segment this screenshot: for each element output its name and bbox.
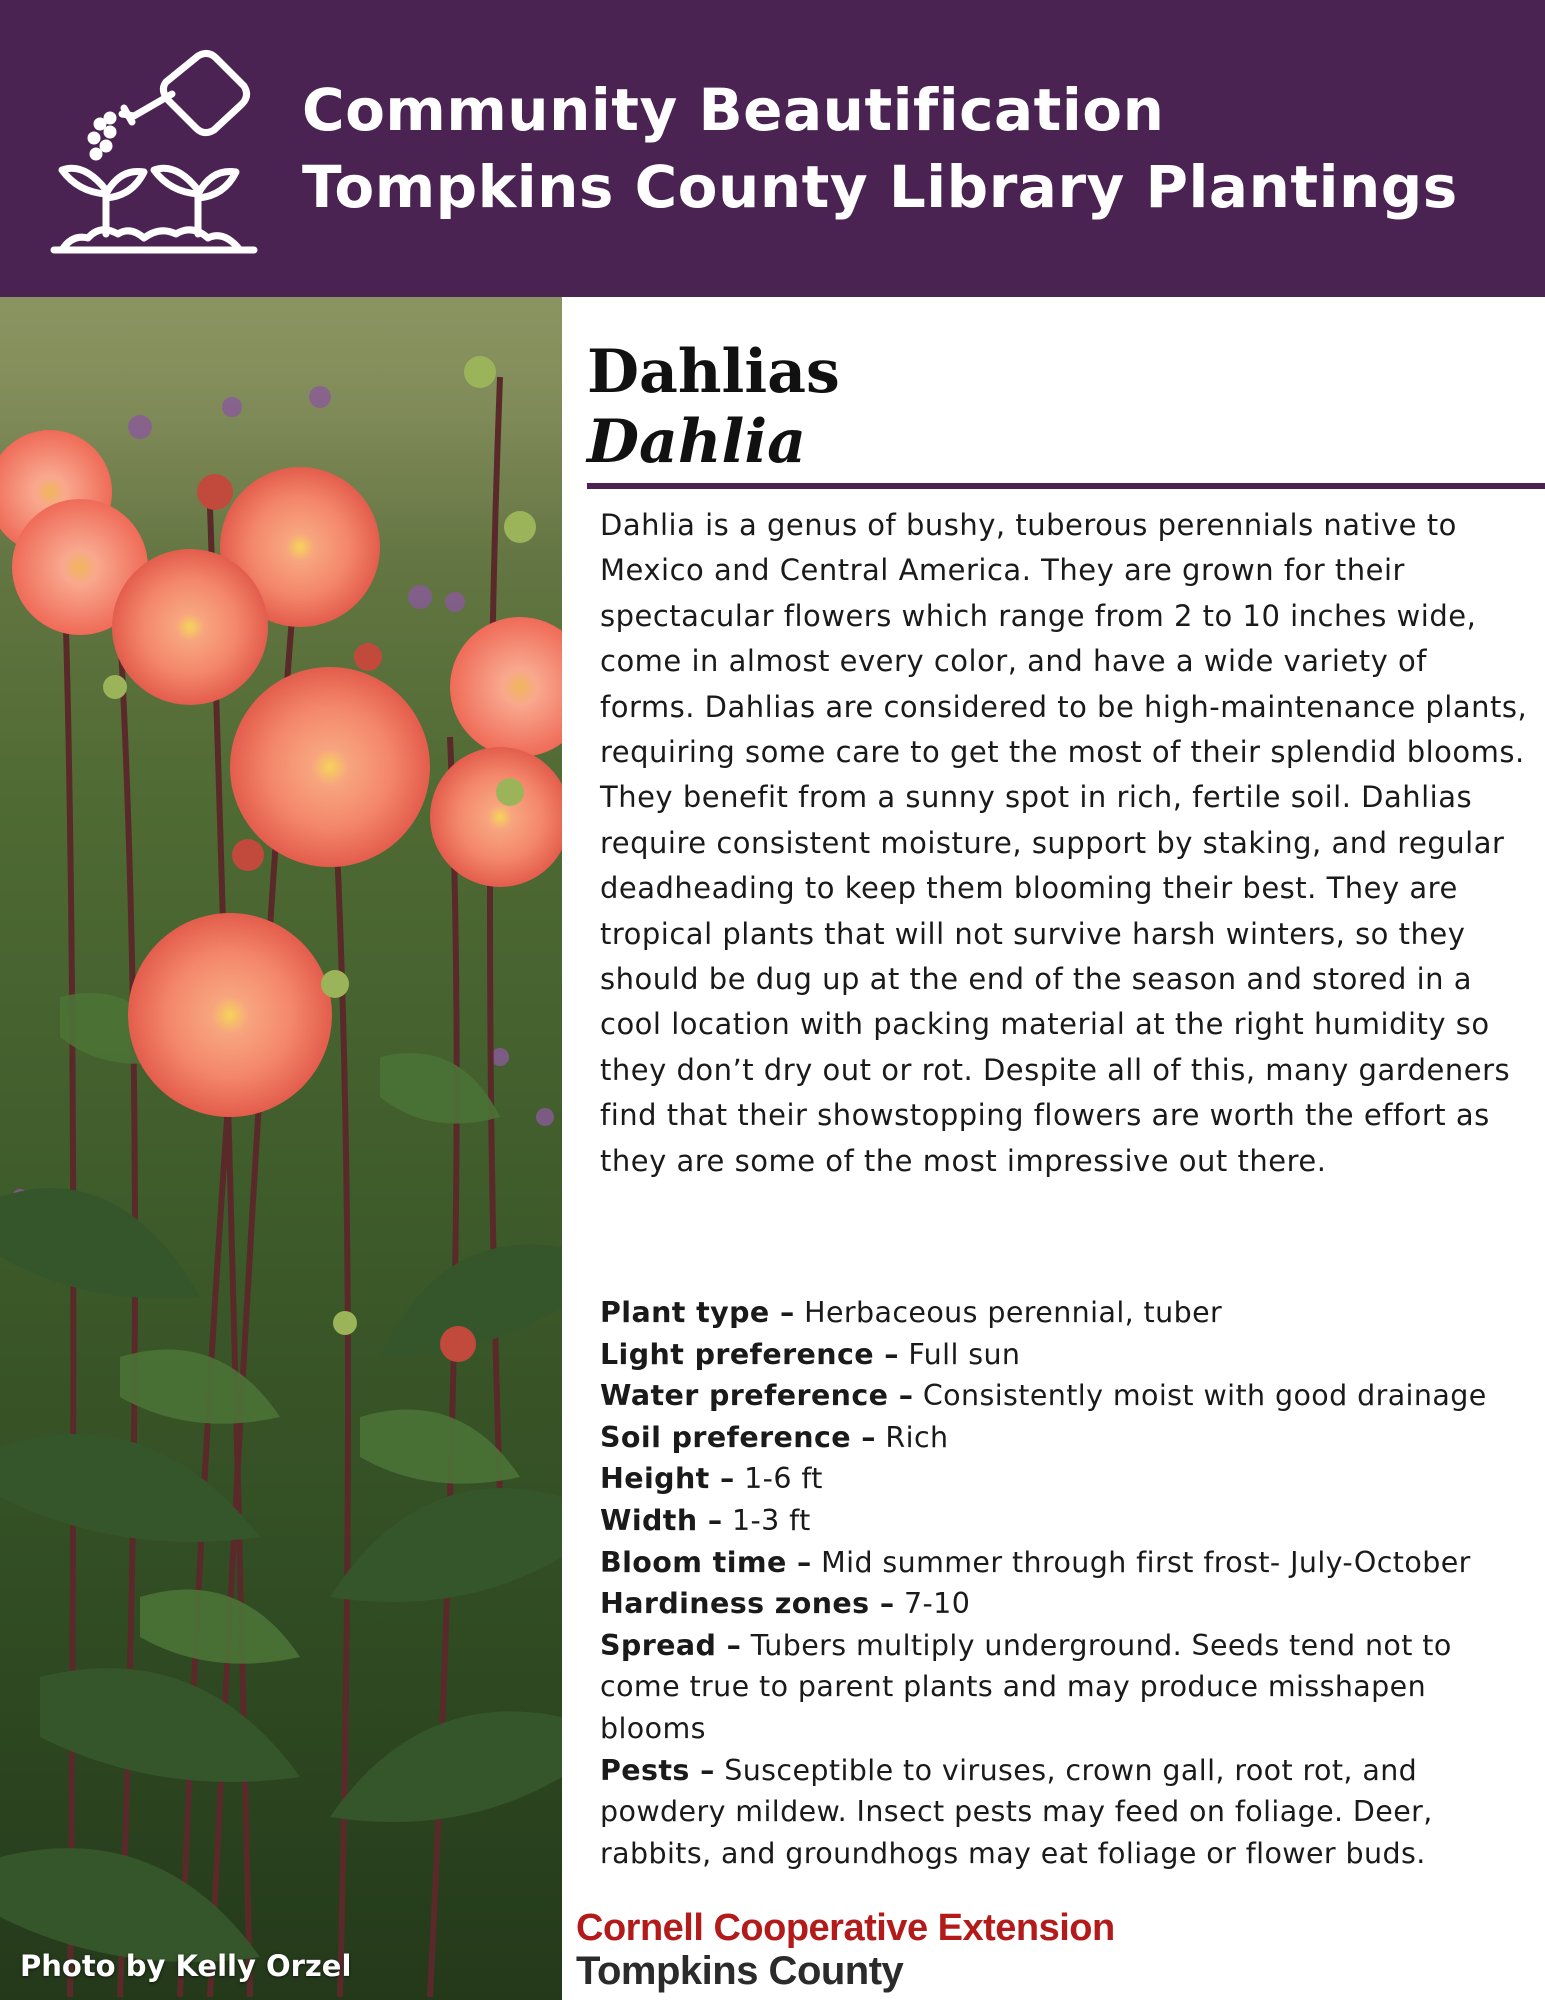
header-title-line1: Community Beautification [302,76,1165,144]
fact-value: Susceptible to viruses, crown gall, root rot, and powdery mildew. Insect pests may feed on foliage. Deer, rabbits, and groundhogs may eat foliage or flower buds. [600,1753,1433,1870]
title-divider [587,483,1545,489]
fact-width [600,1500,1535,1542]
fact-label: Spread – [600,1628,742,1662]
fact-soil-preference [600,1417,1535,1459]
fact-light-preference [600,1334,1535,1376]
fact-bloom-time [600,1542,1535,1584]
fact-label: Water preference – [600,1379,914,1413]
watering-can-seedlings-icon [48,44,260,256]
fact-label: Bloom time – [600,1545,812,1579]
fact-water-preference [600,1375,1535,1417]
fact-value: 7-10 [903,1587,971,1621]
cce-logo-name: Cornell Cooperative Extension [576,1907,1115,1949]
fact-value: Full sun [908,1337,1021,1371]
fact-spread [600,1625,1535,1750]
fact-label: Width – [600,1503,723,1537]
fact-label: Soil preference – [600,1420,876,1454]
scientific-name: Dahlia [587,407,806,477]
fact-hardiness-zones [600,1583,1535,1625]
photo-credit: Photo by Kelly Orzel [20,1949,352,1983]
header-title-line2: Tompkins County Library Plantings [302,153,1458,221]
fact-value: 1-6 ft [744,1462,823,1496]
fact-value: Tubers multiply underground. Seeds tend not to come true to parent plants and may produce misshapen blooms [600,1628,1452,1745]
fact-label: Pests – [600,1753,715,1787]
fact-value: Herbaceous perennial, tuber [804,1296,1223,1329]
fact-pests [600,1750,1535,1875]
fact-height [600,1458,1535,1500]
plant-info [562,297,1545,2000]
fact-label: Light preference – [600,1337,899,1371]
fact-value: Mid summer through first frost- July-October [821,1545,1471,1579]
fact-value: Consistently moist with good drainage [922,1379,1487,1413]
cce-logo-county: Tompkins County [576,1949,904,1993]
page-header [0,0,1545,297]
fact-label: Hardiness zones – [600,1587,895,1621]
fact-value: Rich [885,1420,949,1454]
plant-facts [600,1292,1535,1874]
plant-description: Dahlia is a genus of bushy, tuberous perennials native to Mexico and Central America. They are grown for their spectacular flowers which range from 2 to 10 inches wide, come in almost every color, and have a wide variety of forms. Dahlias are considered to be high-maintenance plants, requiring some care to get the most of their splendid blooms. They benefit from a sunny spot in rich, fertile soil. Dahlias require consistent moisture, support by staking, and regular deadheading to keep them blooming their best. They are tropical plants that will not survive harsh winters, so they should be dug up at the end of the season and stored in a cool location with packing material at the right humidity so they don’t dry out or rot. Despite all of this, many gardeners find that their showstopping flowers are worth the effort as they are some of the most impressive out there. [600,508,1528,1178]
fact-value: 1-3 ft [731,1503,811,1537]
common-name: Dahlias [587,337,840,407]
header-title [302,72,1522,226]
fact-label: Plant type – [600,1296,795,1329]
fact-label: Height – [600,1462,735,1496]
dahlia-photo [0,297,562,2000]
fact-plant-type [600,1292,1535,1334]
